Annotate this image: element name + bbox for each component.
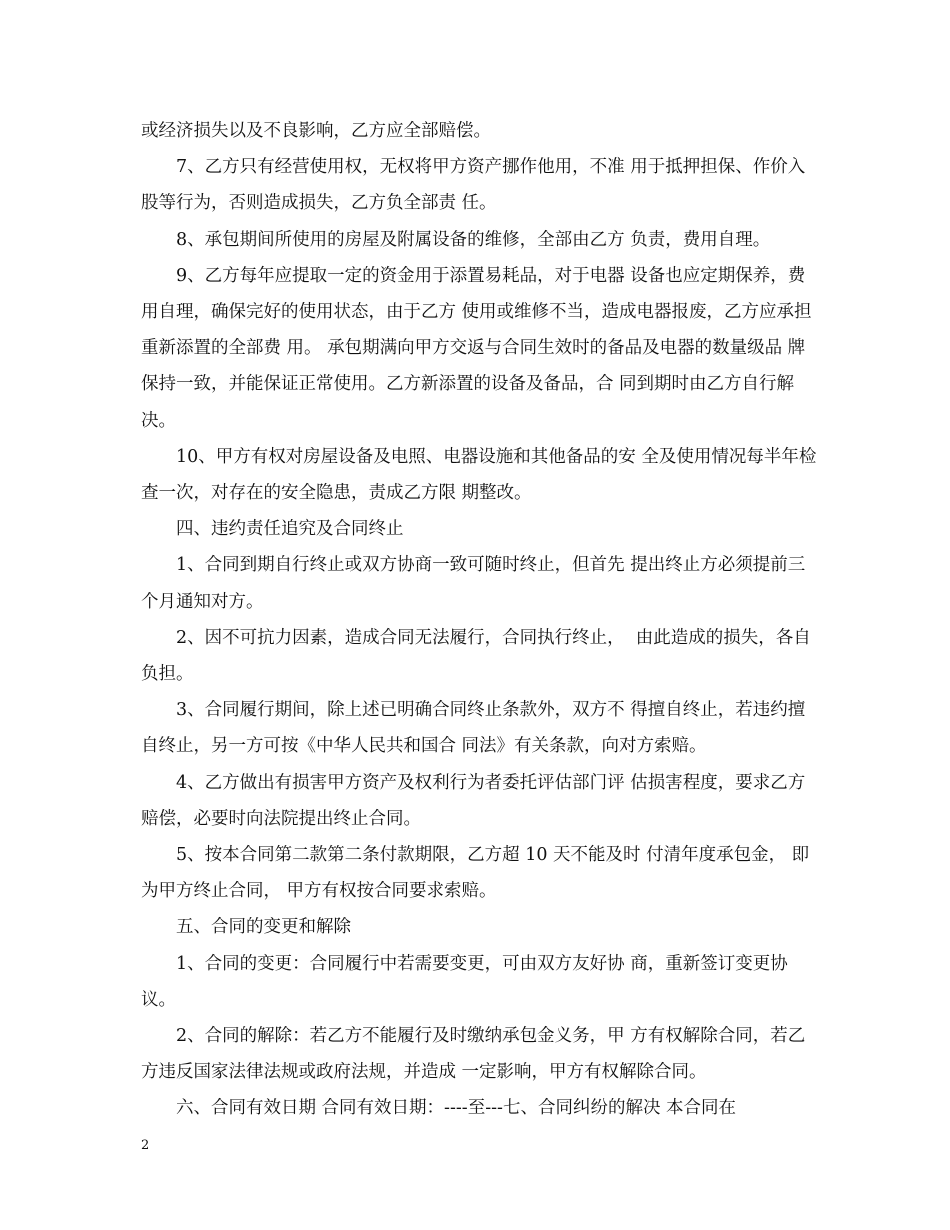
paragraph-13: 1、合同的变更：合同履行中若需要变更，可由双方友好协 商，重新签订变更协议。: [141, 953, 788, 1010]
section-heading-4: 四、违约责任追究及合同终止: [176, 519, 404, 540]
document-body: [141, 113, 821, 1127]
paragraph-7: 1、合同到期自行终止或双方协商一致可随时终止，但首先 提出终止方必须提前三个月通知对方。: [141, 555, 806, 612]
paragraph-8: 2、因不可抗力因素，造成合同无法履行，合同执行终止， 由此造成的损失，各自负担。: [141, 627, 811, 685]
paragraph-11: 5、按本合同第二款第二条付款期限，乙方超 10 天不能及时 付清年度承包金， 即为甲方终止合同， 甲方有权按合同要求索赔。: [141, 845, 810, 902]
page-number: 2: [141, 1138, 150, 1153]
paragraph-10: 4、乙方做出有损害甲方资产及权利行为者委托评估部门评 估损害程度，要求乙方赔偿，必要时向法院提出终止合同。: [141, 772, 806, 829]
paragraph-2: 7、乙方只有经营使用权，无权将甲方资产挪作他用，不准 用于抵押担保、作价入股等行为，否则造成损失，乙方负全部责 任。: [141, 157, 806, 214]
paragraph-14: 2、合同的解除：若乙方不能履行及时缴纳承包金义务，甲 方有权解除合同，若乙方违反国家法律法规或政府法规，并造成 一定影响，甲方有权解除合同。: [141, 1026, 806, 1083]
paragraph-9: 3、合同履行期间，除上述已明确合同终止条款外，双方不 得擅自终止，若违约擅自终止，另一方可按《中华人民共和国合 同法》有关条款，向对方索赔。: [141, 700, 806, 757]
paragraph-3: 8、承包期间所使用的房屋及附属设备的维修，全部由乙方 负责，费用自理。: [176, 229, 771, 250]
paragraph-1: 或经济损失以及不良影响，乙方应全部赔偿。: [141, 121, 491, 141]
paragraph-4: 9、乙方每年应提取一定的资金用于添置易耗品，对于电器 设备也应定期保养，费用自理，确保完好的使用状态，由于乙方 使用或维修不当，造成电器报废，乙方应承担重新添置的全部费 用。 承包期满向甲方交返与合同生效时的备品及电器的数量级品 牌保持一致，并能保证正常使用。乙方新添置的设备及备品，合 同到期时由乙方自行解决。: [141, 265, 812, 431]
paragraph-15: 六、合同有效日期 合同有效日期：----至---七、合同纠纷的解决 本合同在: [176, 1098, 737, 1119]
section-heading-5: 五、合同的变更和解除: [176, 917, 351, 938]
paragraph-5: 10、甲方有权对房屋设备及电照、电器设施和其他备品的安 全及使用情况每半年检查一次，对存在的安全隐患，责成乙方限 期整改。: [141, 446, 817, 504]
